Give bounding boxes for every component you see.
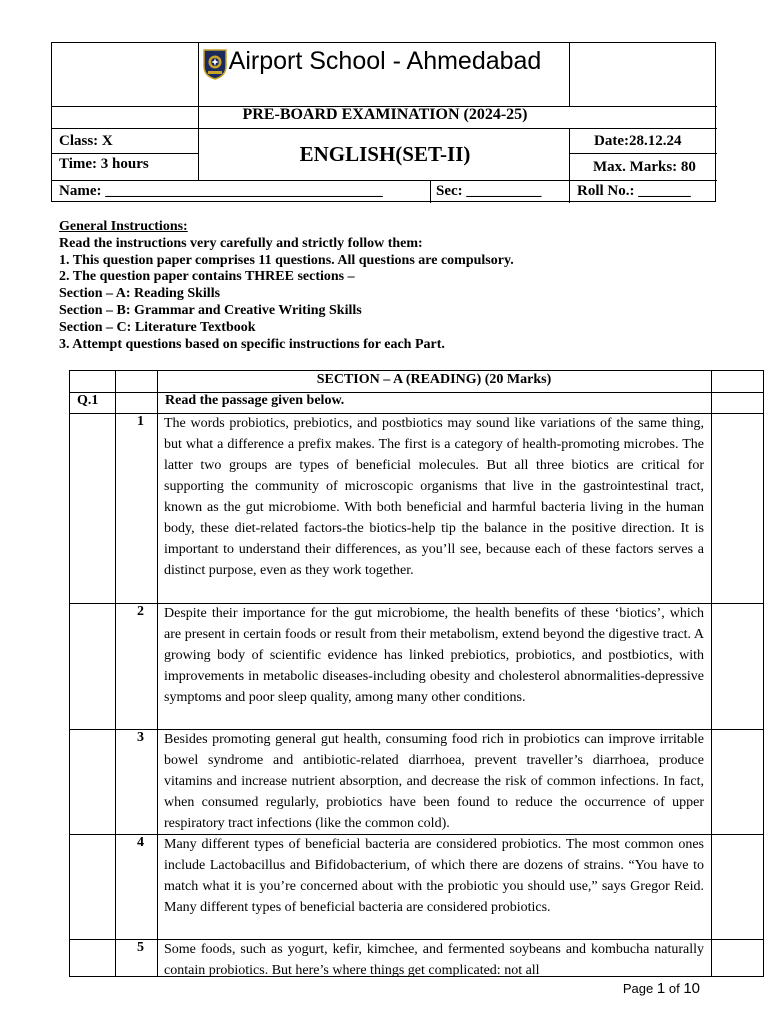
page-total: 10 [683, 980, 700, 997]
divider [430, 180, 431, 203]
instruction-line: 1. This question paper comprises 11 questions. All questions are compulsory. [59, 252, 514, 268]
paragraph-number: 1 [137, 414, 144, 429]
max-marks-label: Max. Marks: 80 [593, 159, 696, 175]
question-prompt: Read the passage given below. [165, 393, 345, 408]
section-title: SECTION – A (READING) (20 Marks) [316, 372, 552, 387]
name-field[interactable]: Name: _____________________________________ [59, 183, 383, 199]
passage-paragraph: Many different types of beneficial bacteria are considered probiotics. The most common ones include Lactobacillus and Bifidobacterium, of which there are dozens of strains. “You have to match what it is you’re concerned about with the probiotic you should use,” says Gregor Reid. Many different types of beneficial bacteria are considered probiotics. [164, 837, 704, 915]
paragraph-number: 3 [137, 730, 144, 745]
instruction-line: Section – C: Literature Textbook [59, 319, 256, 335]
header-table [51, 42, 716, 202]
instruction-line: Read the instructions very carefully and strictly follow them: [59, 235, 423, 251]
divider [115, 371, 116, 977]
time-label: Time: 3 hours [59, 156, 149, 172]
instruction-line: 2. The question paper contains THREE sections – [59, 269, 355, 285]
subject-title: ENGLISH(SET-II) [299, 142, 471, 166]
school-name: Airport School - Ahmedabad [228, 47, 542, 75]
passage-paragraph: Despite their importance for the gut microbiome, the health benefits of these ‘biotics’, which are present in certain foods or result from their metabolism, extend beyond the digestive tract. A growing body of scientific evidence has linked prebiotics, probiotics, and postbiotics, with improvements in metabolic diseases-including obesity and cholesterol abnormalities-depressive symptoms and poor sleep quality, among many other conditions. [164, 606, 704, 705]
divider [569, 180, 570, 203]
instruction-line: Section – A: Reading Skills [59, 286, 221, 302]
divider [52, 153, 198, 154]
divider [157, 371, 158, 977]
exam-title: PRE-BOARD EXAMINATION (2024-25) [242, 106, 528, 123]
date-label: Date:28.12.24 [594, 133, 682, 149]
divider [569, 153, 717, 154]
paragraph-number: 2 [137, 604, 144, 619]
general-instructions [59, 219, 719, 353]
instruction-line: 3. Attempt questions based on specific instructions for each Part. [59, 336, 445, 352]
roll-number-field[interactable]: Roll No.: _______ [577, 183, 691, 199]
divider [711, 371, 712, 977]
page-number: 1 [656, 980, 666, 997]
paragraph-number: 4 [137, 835, 144, 850]
divider [52, 180, 717, 181]
instruction-line: Section – B: Grammar and Creative Writing Skills [59, 302, 362, 318]
divider [198, 128, 199, 180]
divider [198, 43, 199, 128]
instructions-heading: General Instructions: [59, 219, 188, 234]
class-label: Class: X [59, 133, 113, 149]
page-footer [623, 980, 700, 997]
question-table [69, 370, 764, 977]
paragraph-number: 5 [137, 940, 144, 955]
passage-paragraph: The words probiotics, prebiotics, and postbiotics may sound like variations of the same thing, but what a difference a prefix makes. The first is a category of health-promoting microbes. The latter two groups are types of beneficial molecules. But all three biotics are critical for supporting the community of microscopic organisms that live in the gastrointestinal tract, known as the gut microbiome. With both beneficial and harmful bacteria living in the human body, these diet-related factors-the biotics-help tip the balance in the positive direction. It is important to understand their differences, as you’ll see, because each of these factors serves a distinct purpose, even as they work together. [164, 416, 704, 578]
section-field[interactable]: Sec: __________ [436, 183, 542, 199]
page-word: Page [622, 981, 654, 996]
divider [52, 128, 717, 129]
passage-paragraph: Some foods, such as yogurt, kefir, kimchee, and fermented soybeans and kombucha naturally contain probiotics. But here’s where things get complicated: not all [164, 942, 704, 977]
of-word: of [668, 981, 680, 996]
question-number: Q.1 [77, 393, 99, 408]
passage-paragraph: Besides promoting general gut health, consuming food rich in probiotics can improve irritable bowel syndrome and antibiotic-related diarrhoea, prevent traveller’s diarrhoea, produce vitamins and increase nutrient absorption, and decrease the risk of common infections. In fact, when consumed regularly, probiotics have been found to reduce the occurrence of upper respiratory tract infections (like the common cold). [164, 732, 704, 831]
